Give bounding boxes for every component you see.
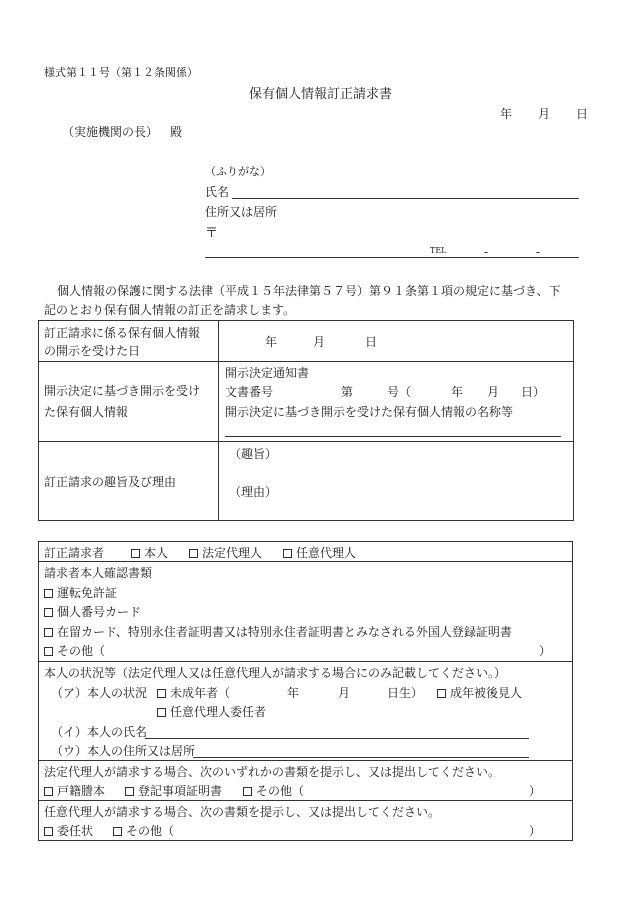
disclosed-info-cell[interactable] [219,362,574,442]
address-tel-field[interactable] [205,257,579,258]
id-doc-other-option[interactable]: その他（ [44,645,105,657]
tel-label: TEL [430,246,447,255]
id-docs-title: 請求者本人確認書類 [44,566,153,580]
legal-doc-other-option[interactable]: その他（ [243,785,304,797]
table-row [39,321,574,362]
page-title: 保有個人情報訂正請求書 [249,87,393,102]
month-label: 月 [487,385,500,399]
voluntary-docs-row [38,800,573,841]
day-label: 日 [365,335,378,349]
checkbox-icon[interactable] [283,549,292,558]
intro-line-2: 記のとおり保有個人情報の訂正を請求します。 [44,303,296,317]
claimant-row [38,541,573,562]
checkbox-icon[interactable] [44,647,53,656]
furigana-label: （ふりがな） [205,165,271,178]
principal-address-label: （ウ）本人の住所又は居所 [51,744,196,758]
reason-cell[interactable] [219,442,574,521]
checkbox-icon[interactable] [44,608,53,617]
reason-sub-label: （理由） [229,485,278,499]
checkbox-icon[interactable] [437,689,446,698]
checkbox-icon[interactable] [189,549,198,558]
year-label: 年 [265,335,278,349]
disclosure-date-label: 訂正請求に係る保有個人情報 [44,326,201,340]
principal-name-field[interactable] [145,738,529,739]
date-month-label: 月 [538,107,551,121]
reason-label: 訂正請求の趣旨及び理由 [44,475,177,489]
checkbox-icon[interactable] [44,827,53,836]
honorific: 殿 [170,125,183,139]
correction-detail-table [38,320,574,521]
day-label: 日） [521,385,546,399]
voluntary-doc-other-option[interactable]: その他（ [113,825,174,837]
year-label: 年 [451,385,464,399]
legal-docs-title: 法定代理人が請求する場合、次のいずれかの書類を提示し、又は提出してください。 [44,765,501,779]
document-number-label: 文書番号 [225,385,274,399]
disclosure-notice-label: 開示決定通知書 [225,366,310,380]
disclosed-info-label: た保有個人情報 [44,405,129,419]
name-label: 氏名 [205,185,230,199]
address-label: 住所又は居所 [205,205,278,219]
checkbox-icon[interactable] [243,787,252,796]
disclosure-date-label: の開示を受けた日 [44,344,141,358]
disclosed-info-name-label: 開示決定に基づき開示を受けた保有個人情報の名称等 [225,405,514,419]
disclosed-info-label: 開示決定に基づき開示を受け [44,384,201,398]
principal-status-title: 本人の状況等（法定代理人又は任意代理人が請求する場合にのみ記載してください。） [44,666,507,680]
checkbox-icon[interactable] [157,708,166,717]
intro-line-1: 個人情報の保護に関する法律（平成１５年法律第５７号）第９１条第１項の規定に基づき、下 [57,284,561,298]
name-field[interactable] [232,198,579,199]
date-day-label: 日 [576,107,589,121]
principal-status-label: （ア）本人の状況 [51,686,148,700]
checkbox-icon[interactable] [44,589,53,598]
tel-separator: - [536,245,541,259]
checkbox-icon[interactable] [157,689,166,698]
claimant-option-legal[interactable]: 法定代理人 [189,547,262,559]
year-label: 年 [287,686,300,700]
disclosed-info-name-field[interactable] [225,436,561,437]
id-doc-option[interactable]: 運転免許証 [44,587,117,599]
date-year-label: 年 [500,107,513,121]
voluntary-docs-title: 任意代理人が請求する場合、次の書類を提示し、又は提出してください。 [44,805,441,819]
purpose-label: （趣旨） [229,447,278,461]
table-row [39,362,574,442]
voluntary-doc-option[interactable]: 委任状 [44,825,93,837]
principal-status-row [38,661,573,761]
claimant-label: 訂正請求者 [44,546,105,560]
paren-close: ） [529,824,542,838]
checkbox-icon[interactable] [44,787,53,796]
legal-doc-option[interactable]: 登記事項証明書 [125,785,222,797]
checkbox-icon[interactable] [113,827,122,836]
principal-name-label: （イ）本人の氏名 [51,725,148,739]
postal-mark: 〒 [205,226,219,241]
addressee: （実施機関の長） [62,125,159,139]
month-label: 月 [313,335,326,349]
form-number: 様式第１１号（第１２条関係） [44,66,198,79]
disclosure-date-label-cell [39,321,219,362]
go-label: 号（ [387,385,412,399]
minor-option[interactable]: 未成年者（ [157,687,230,699]
id-docs-row [38,561,573,662]
checkbox-icon[interactable] [44,628,53,637]
principal-address-field[interactable] [193,757,529,758]
reason-label-cell [39,442,219,521]
disclosed-info-label-cell [39,362,219,442]
id-doc-option[interactable]: 在留カード、特別永住者証明書又は特別永住者証明書とみなされる外国人登録証明書 [44,626,512,638]
delegator-option[interactable]: 任意代理人委任者 [157,706,266,718]
birth-day-label: 日生） [387,686,424,700]
legal-doc-option[interactable]: 戸籍謄本 [44,785,105,797]
paren-close: ） [539,644,552,658]
adult-ward-option[interactable]: 成年被後見人 [437,687,522,699]
claimant-option-self[interactable]: 本人 [131,547,168,559]
paren-close: ） [529,784,542,798]
legal-docs-row [38,760,573,801]
checkbox-icon[interactable] [131,549,140,558]
id-doc-option[interactable]: 個人番号カード [44,606,141,618]
tel-separator: - [484,245,489,259]
dai-label: 第 [341,385,354,399]
month-label: 月 [338,686,351,700]
claimant-option-voluntary[interactable]: 任意代理人 [283,547,356,559]
table-row [39,442,574,521]
checkbox-icon[interactable] [125,787,134,796]
disclosure-date-cell[interactable] [219,321,574,362]
